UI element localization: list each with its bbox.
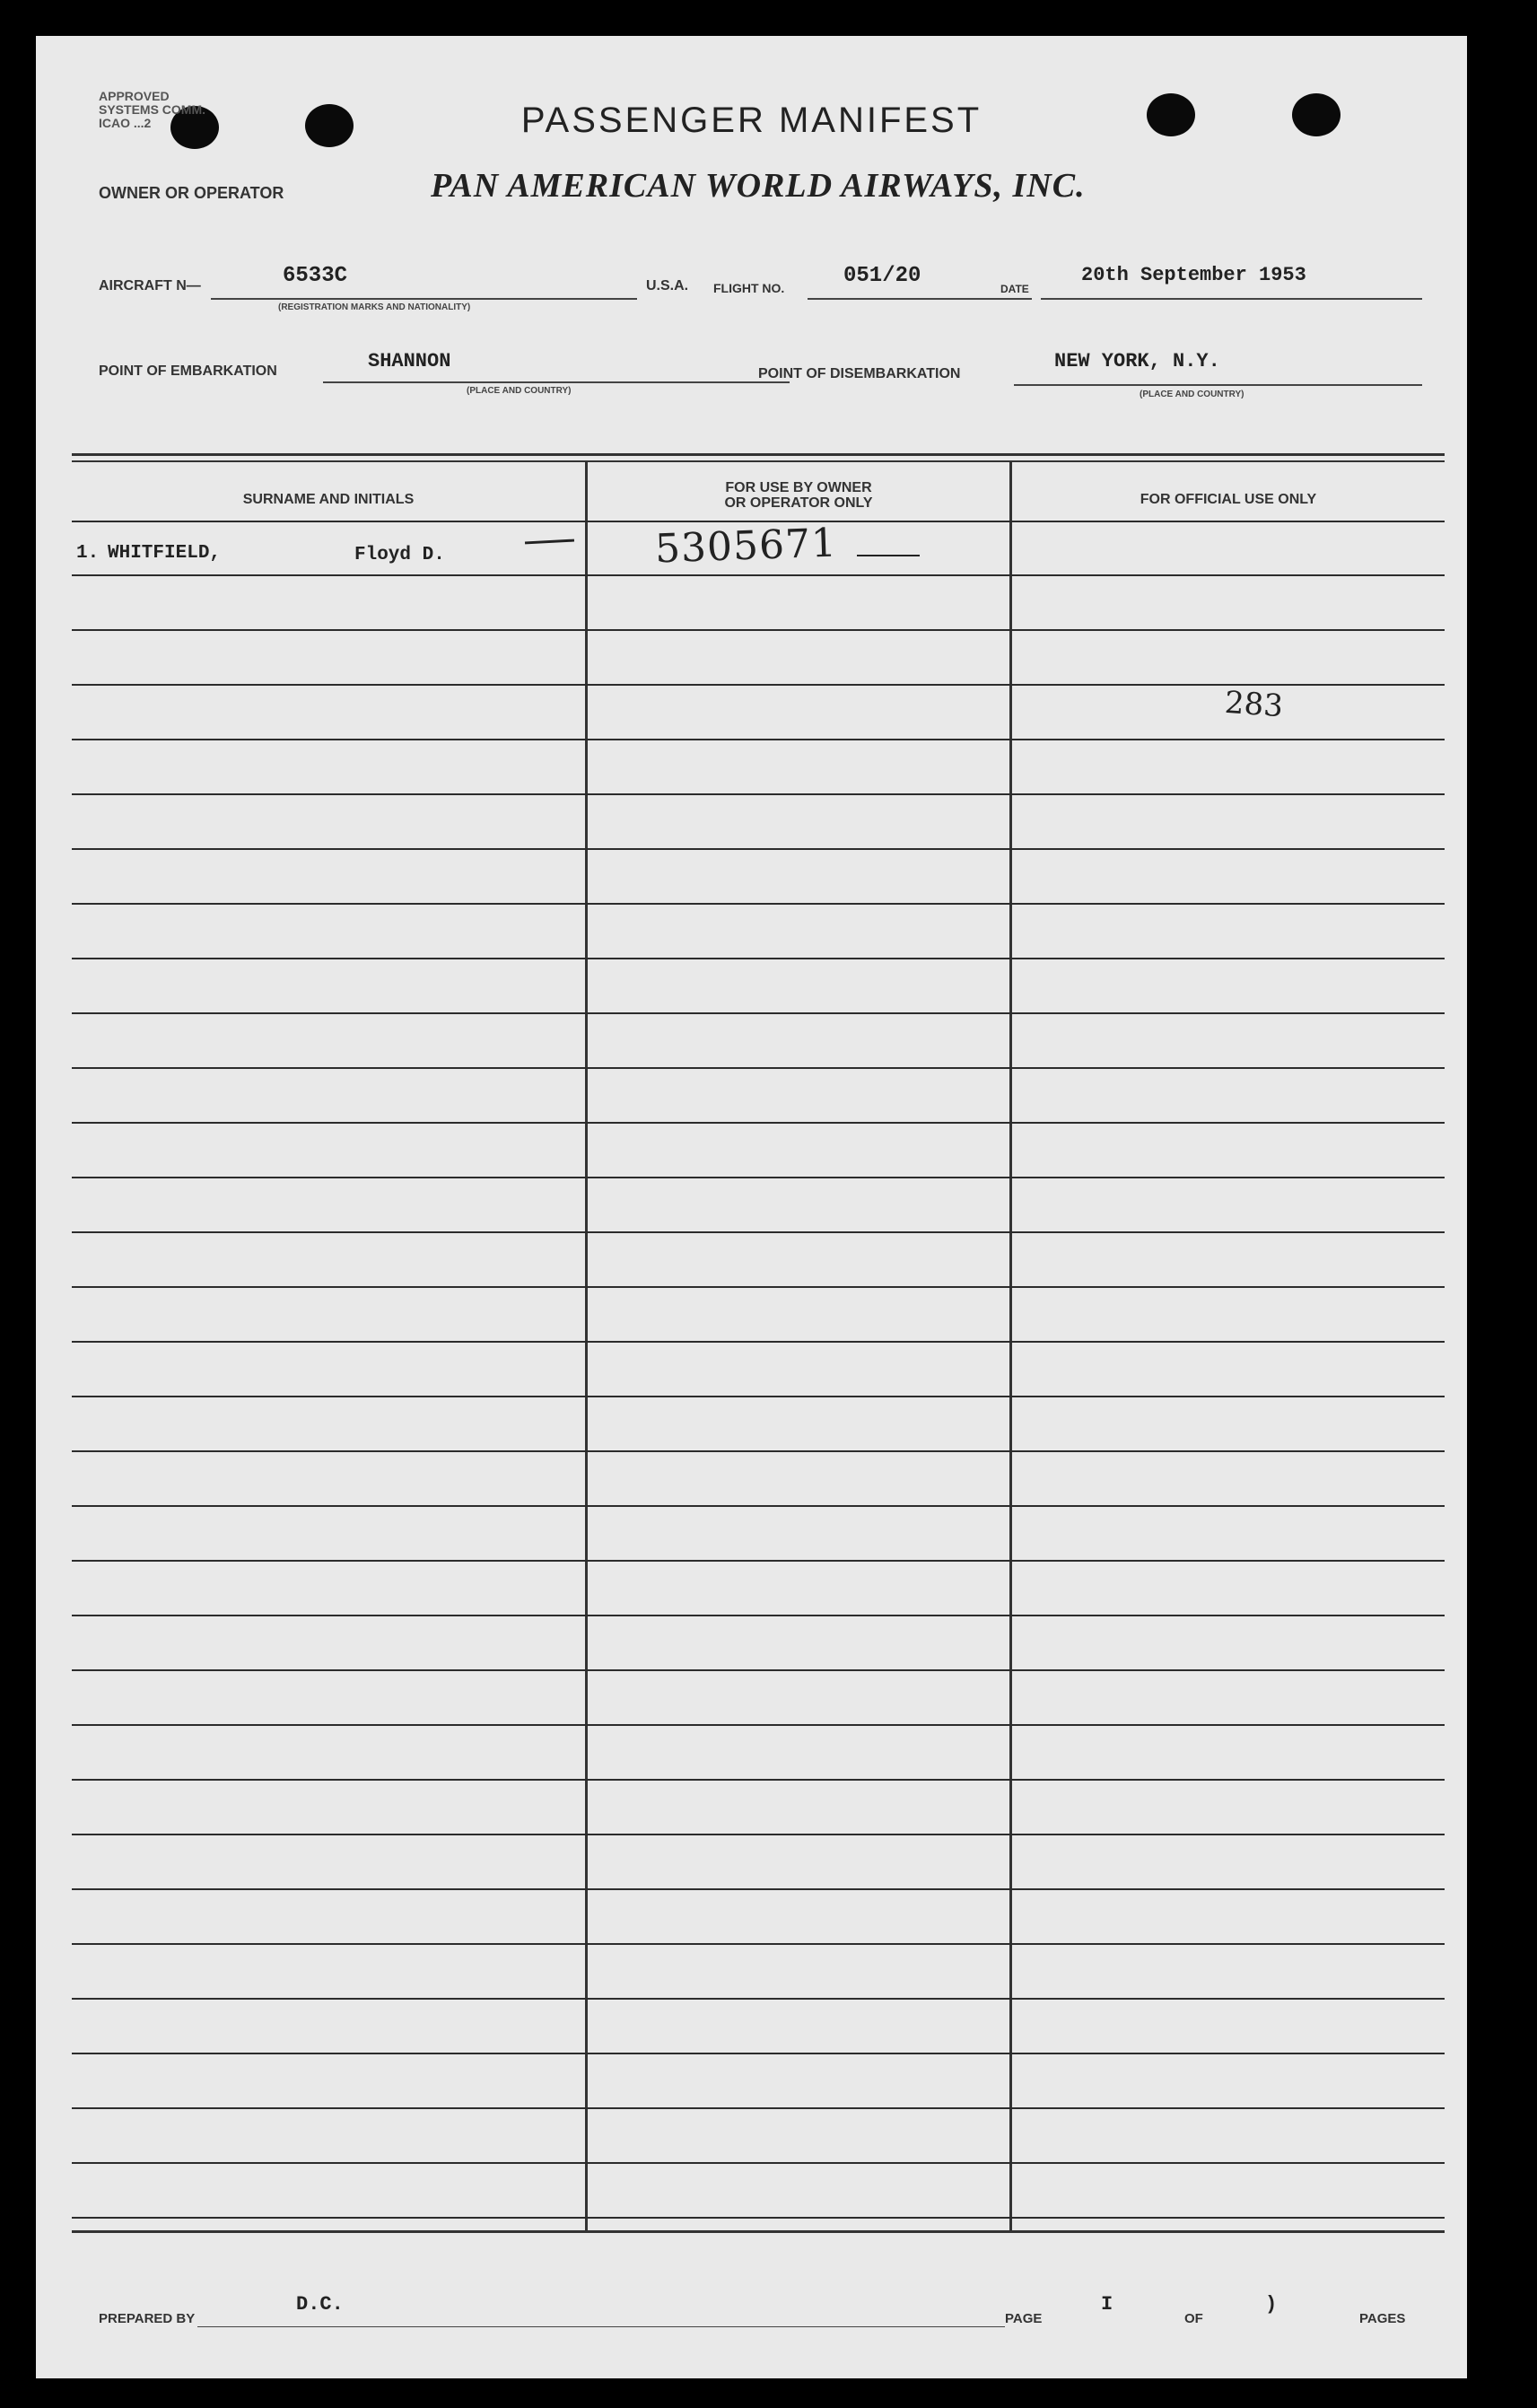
row-rule: [72, 1450, 1445, 1452]
row-rule: [72, 793, 1445, 795]
row-rule: [72, 629, 1445, 631]
stamp-line: ICAO ...2: [99, 116, 152, 130]
passenger-number: 1.: [76, 543, 100, 564]
stamp-line: APPROVED: [99, 89, 170, 103]
row-rule: [72, 1286, 1445, 1288]
row-rule: [72, 1724, 1445, 1726]
column-header-owner-line: FOR USE BY OWNER: [725, 480, 872, 495]
manifest-sheet: [36, 36, 1467, 2378]
row-rule: [72, 1122, 1445, 1124]
table-bottom-rule: [72, 2230, 1445, 2233]
official-handwritten-note: 283: [1223, 684, 1285, 725]
page-label: PAGE: [1005, 2311, 1043, 2326]
row-rule: [72, 2217, 1445, 2219]
row-rule: [72, 1779, 1445, 1781]
flight-underline: [808, 298, 1032, 300]
disembarkation-underline: [1014, 384, 1422, 386]
flight-label: FLIGHT NO.: [713, 281, 785, 295]
date-underline: [1041, 298, 1422, 300]
aircraft-label: AIRCRAFT N—: [99, 278, 201, 293]
of-label: OF: [1184, 2311, 1203, 2326]
row-rule: [72, 2107, 1445, 2109]
row-rule: [72, 1231, 1445, 1233]
row-rule: [72, 1341, 1445, 1343]
row-rule: [72, 1834, 1445, 1835]
row-rule: [72, 903, 1445, 905]
aircraft-value: 6533C: [283, 264, 348, 288]
prepared-by-underline: [197, 2326, 1005, 2327]
row-rule: [72, 848, 1445, 850]
column-header-official: FOR OFFICIAL USE ONLY: [1140, 492, 1317, 507]
column-header-name: SURNAME AND INITIALS: [242, 492, 415, 507]
row-rule: [72, 958, 1445, 959]
owner-handwritten-note: 5305671: [654, 520, 838, 573]
of-value: ): [1265, 2293, 1278, 2316]
passenger-initials: Floyd D.: [354, 545, 445, 565]
embarkation-label: POINT OF EMBARKATION: [99, 363, 277, 379]
page-value: I: [1101, 2293, 1113, 2316]
passenger-surname: WHITFIELD,: [108, 543, 222, 564]
form-title: PASSENGER MANIFEST: [520, 101, 982, 140]
embarkation-underline: [323, 381, 790, 383]
row-rule: [72, 1615, 1445, 1616]
flight-value: 051/20: [843, 264, 921, 288]
embarkation-sublabel: (PLACE AND COUNTRY): [467, 386, 572, 396]
row-rule: [72, 2162, 1445, 2164]
owner-label: OWNER OR OPERATOR: [99, 184, 284, 202]
disembarkation-sublabel: (PLACE AND COUNTRY): [1140, 390, 1244, 399]
column-header-owner-use: [588, 480, 1009, 511]
column-header-owner-line: OR OPERATOR ONLY: [724, 495, 873, 511]
date-label: DATE: [1000, 283, 1029, 295]
row-rule: [72, 1177, 1445, 1178]
embarkation-value: SHANNON: [368, 350, 451, 372]
prepared-by-label: PREPARED BY: [99, 2311, 196, 2326]
row-rule: [72, 1943, 1445, 1945]
owner-value: PAN AMERICAN WORLD AIRWAYS, INC.: [431, 167, 1086, 205]
aircraft-underline: [211, 298, 637, 300]
column-divider: [585, 462, 588, 2230]
column-divider: [1009, 462, 1012, 2230]
disembarkation-label: POINT OF DISEMBARKATION: [758, 366, 961, 381]
disembarkation-value: NEW YORK, N.Y.: [1054, 350, 1220, 372]
row-rule: [72, 1067, 1445, 1069]
date-value: 20th September 1953: [1081, 264, 1306, 286]
aircraft-sublabel: (REGISTRATION MARKS AND NATIONALITY): [278, 302, 471, 312]
nationality: U.S.A.: [646, 278, 689, 293]
row-rule: [72, 1998, 1445, 2000]
handwritten-mark: [857, 555, 920, 556]
handwritten-dash: [525, 539, 574, 545]
row-rule: [72, 1888, 1445, 1890]
row-rule: [72, 739, 1445, 740]
stamp-line: SYSTEMS COMM.: [99, 102, 206, 117]
row-rule: [72, 1505, 1445, 1507]
row-rule: [72, 1560, 1445, 1562]
row-rule: [72, 1669, 1445, 1671]
row-rule: [72, 2053, 1445, 2054]
row-rule: [72, 1012, 1445, 1014]
row-rule: [72, 574, 1445, 576]
table-top-rule: [72, 460, 1445, 462]
table-top-rule: [72, 453, 1445, 456]
pages-label: PAGES: [1359, 2311, 1406, 2326]
row-rule: [72, 1396, 1445, 1397]
prepared-by-value: D.C.: [296, 2293, 344, 2316]
